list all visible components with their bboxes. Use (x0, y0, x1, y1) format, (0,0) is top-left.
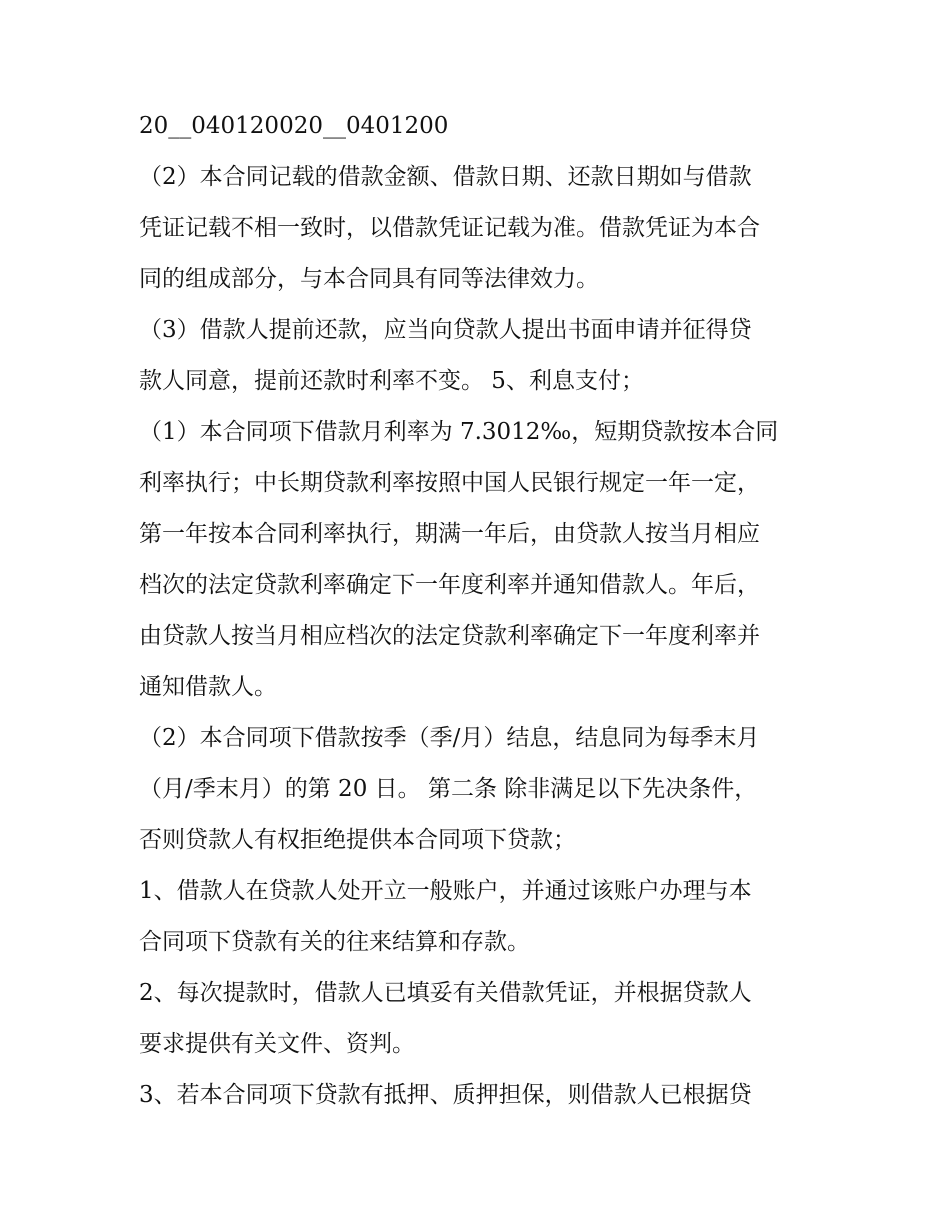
text-line: 要求提供有关文件、资判。 (139, 1031, 415, 1057)
text-line: 合同项下贷款有关的往来结算和存款。 (139, 929, 530, 955)
text-line: 否则贷款人有权拒绝提供本合同项下贷款； (139, 827, 576, 853)
text-line: （2）本合同记载的借款金额、借款日期、还款日期如与借款 (139, 164, 752, 190)
text-line: （1）本合同项下借款月利率为 7.3012‰，短期贷款按本合同 (139, 419, 779, 445)
text-line: 利率执行；中长期贷款利率按照中国人民银行规定一年一定， (139, 470, 760, 496)
text-line: 通知借款人。 (139, 674, 277, 700)
text-line: 3、若本合同项下贷款有抵押、质押担保，则借款人已根据贷 (139, 1082, 752, 1108)
document-page (139, 108, 819, 1128)
text-line: 凭证记载不相一致时，以借款凭证记载为准。借款凭证为本合 (139, 215, 760, 241)
text-line: 款人同意，提前还款时利率不变。 5、利息支付； (139, 368, 644, 394)
text-line: （3）借款人提前还款，应当向贷款人提出书面申请并征得贷 (139, 317, 752, 343)
text-line: 由贷款人按当月相应档次的法定贷款利率确定下一年度利率并 (139, 623, 760, 649)
text-line: 2、每次提款时，借款人已填妥有关借款凭证，并根据贷款人 (139, 980, 752, 1006)
text-line: 20__040120020__0401200 (139, 113, 449, 139)
text-line: （2）本合同项下借款按季（季/月）结息，结息同为每季末月 (139, 725, 760, 751)
text-line: 档次的法定贷款利率确定下一年度利率并通知借款人。年后， (139, 572, 760, 598)
text-line: 1、借款人在贷款人处开立一般账户，并通过该账户办理与本 (139, 878, 752, 904)
text-line: 同的组成部分，与本合同具有同等法律效力。 (139, 266, 599, 292)
paragraph (139, 108, 819, 1113)
text-line: 第一年按本合同利率执行，期满一年后，由贷款人按当月相应 (139, 521, 760, 547)
text-line: （月/季末月）的第 20 日。 第二条 除非满足以下先决条件， (139, 776, 758, 802)
